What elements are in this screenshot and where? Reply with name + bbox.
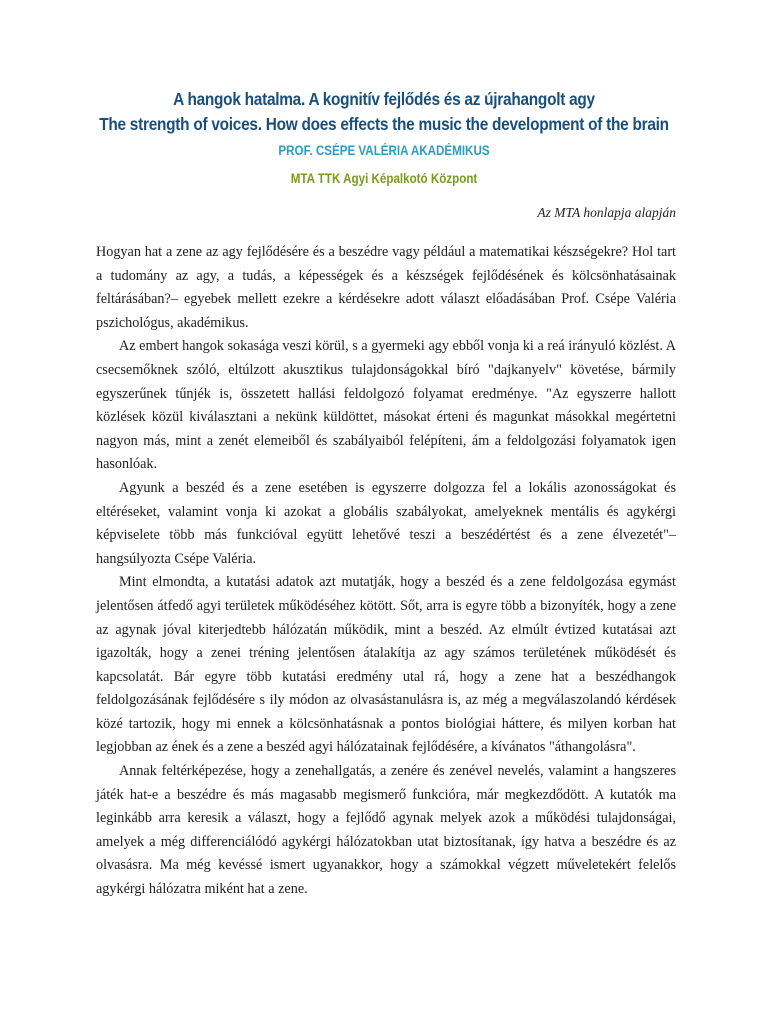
paragraph-2: Az embert hangok sokasága veszi körül, s a gyermeki agy ebből vonja ki a reá irányuló közlést. A csecsemőknek szóló, eltúlzott akusztikus tulajdonságokkal bíró "dajkanyelv" követése, bármily egyszerűnek tűnjék is, összetett hallási feldolgozó folyamat eredménye. "Az egyszerre hallott közlések közül kiválasztani a nekünk küldöttet, másokat érteni és magunkat másokkal megértetni nagyon más, mint a zenét elemeiből és szabályaiból felépíteni, ám a feldolgozási folyamatok igen hasonlóak. (96, 338, 676, 473)
article-body (96, 241, 676, 902)
affiliation: MTA TTK Agyi Képalkotó Központ (290, 171, 478, 186)
source-note: Az MTA honlapja alapján (537, 205, 676, 220)
paragraph-3: Agyunk a beszéd és a zene esetében is egyszerre dolgozza fel a lokális azonosságokat és eltéréseket, valamint vonja ki azokat a globális szabályokat, amelyeknek mentális és agykérgi képviselete több más funkcióval együtt lehetővé teszi a beszédértést és a zene élvezetét"– hangsúlyozta Csépe Valéria. (96, 479, 676, 567)
author-name: PROF. CSÉPE VALÉRIA AKADÉMIKUS (278, 143, 490, 158)
title-english: The strength of voices. How does effects the music the development of the brain (99, 114, 669, 134)
title-hungarian: A hangok hatalma. A kognitív fejlődés és az újrahangolt agy (173, 89, 595, 109)
paragraph-4: Mint elmondta, a kutatási adatok azt mutatják, hogy a beszéd és a zene feldolgozása egymást jelentősen átfedő agyi területek működéséhez kötött. Sőt, arra is egyre több a bizonyíték, hogy a zene az agynak jóval kiterjedtebb hálózatán működik, mint a beszéd. Az elmúlt évtized kutatásai azt igazolták, hogy a zenei tréning jelentősen átalakítja az agy számos területének működését és kapcsolatát. Bár egyre több kutatási eredmény utal rá, hogy a zene hat a beszédhangok feldolgozásának fejlődésére s ily módon az olvasástanulásra is, az még a megválaszolandó kérdések közé tartozik, hogy mi ennek a kölcsönhatásnak a pontos biológiai háttere, és milyen korban hat legjobban az ének és a zene a beszéd agyi hálózatainak fejlődésére, a kívánatos "áthangolásra". (96, 574, 676, 756)
paragraph-5: Annak feltérképezése, hogy a zenehallgatás, a zenére és zenével nevelés, valamint a hangszeres játék hat-e a beszédre és más magasabb megismerő funkcióra, már megkezdődött. A kutatók ma leginkább arra keresik a választ, hogy a fejlődő agynak melyek azok a működési tulajdonságai, amelyek a még differenciálódó agykérgi hálózatokban utat biztosítanak, így hatva a beszédre és az olvasásra. Ma még kevéssé ismert ugyanakkor, hogy a számokkal végzett műveletekért felelős agykérgi hálózatra miként hat a zene. (96, 763, 676, 898)
paragraph-1: Hogyan hat a zene az agy fejlődésére és a beszédre vagy például a matematikai készségekre? Hol tart a tudomány az agy, a tudás, a képességek és a készségek fejlődésének és kölcsönhatásainak feltárásában?– egyebek mellett ezekre a kérdésekre adott választ előadásában Prof. Csépe Valéria pszichológus, akadémikus. (96, 244, 676, 331)
